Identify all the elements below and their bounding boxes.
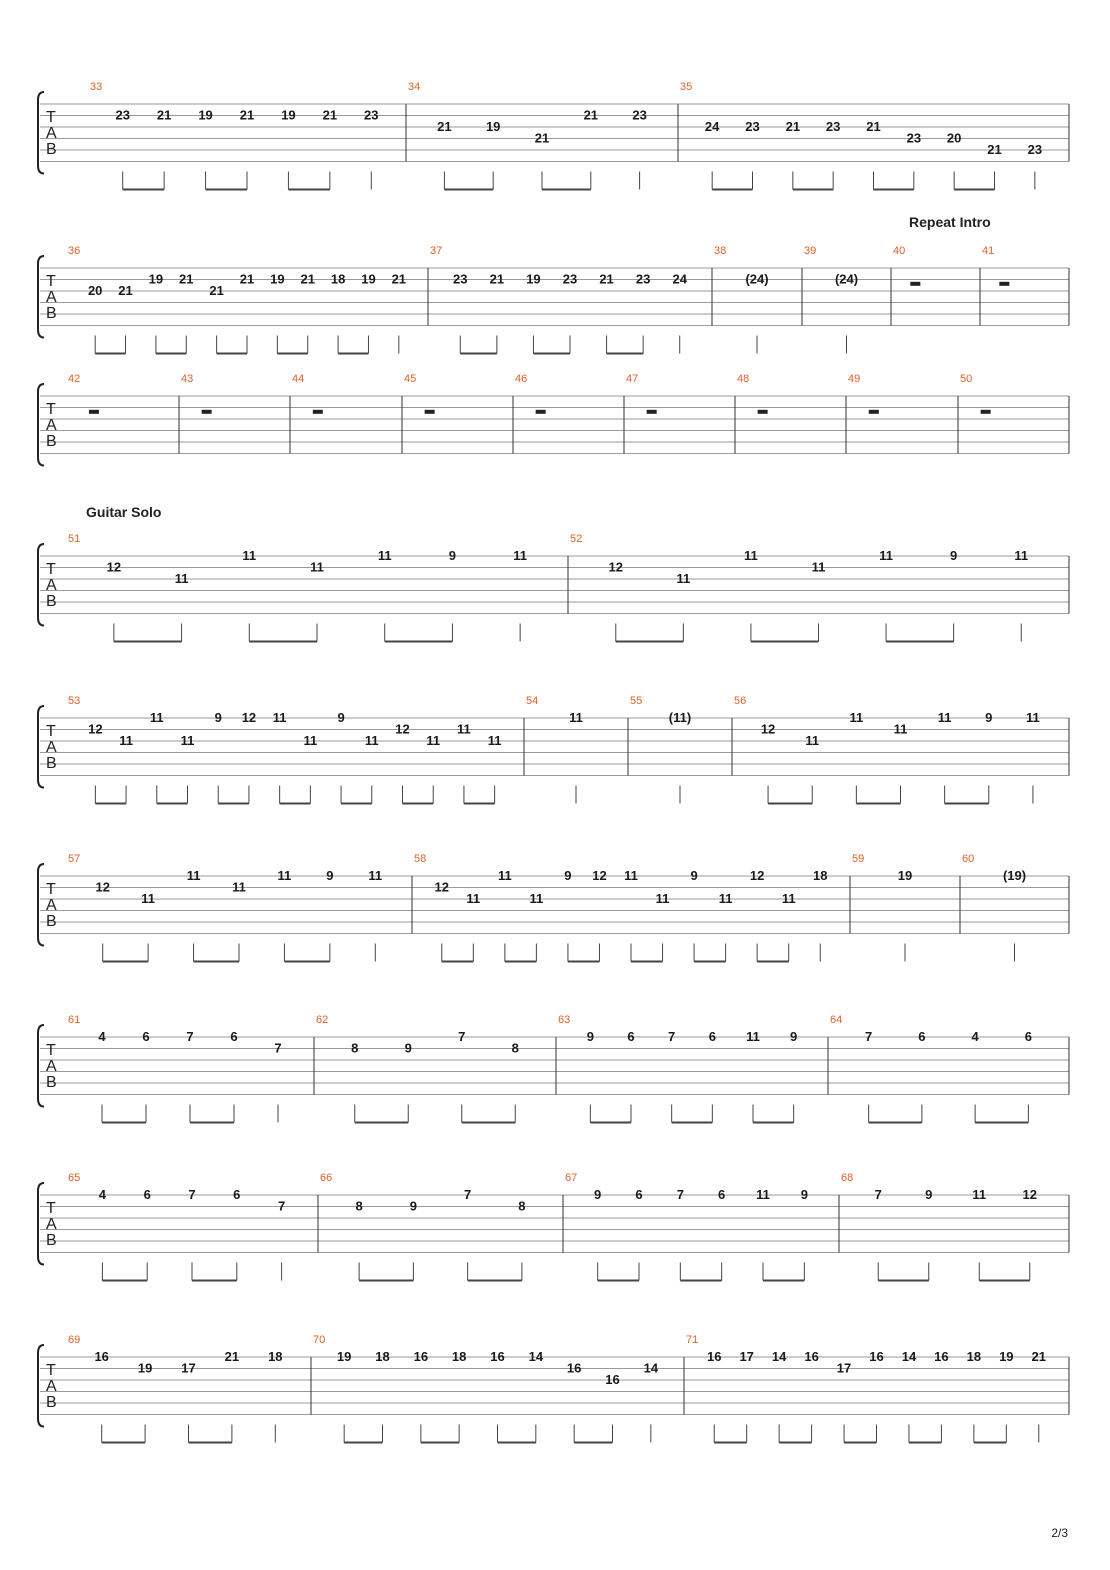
tab-letter: A	[46, 1378, 57, 1395]
measure	[68, 533, 568, 642]
measure	[313, 1334, 684, 1443]
whole-rest	[758, 410, 768, 414]
measure-number: 70	[313, 1334, 326, 1346]
fret-number: 7	[464, 1187, 472, 1202]
fret-number: 9	[690, 868, 698, 883]
fret-number: 12	[88, 721, 103, 737]
fret-number: 21	[534, 130, 550, 146]
fret-number: 16	[605, 1372, 620, 1387]
fret-number: 11	[893, 721, 908, 737]
fret-number: 11	[1014, 548, 1029, 563]
measure-number: 46	[515, 373, 528, 385]
measure-number: 63	[558, 1014, 571, 1026]
fret-number: 18	[375, 1349, 390, 1364]
tab-letter: B	[46, 141, 57, 158]
fret-number: 11	[186, 868, 201, 883]
tab-letter: A	[46, 289, 57, 306]
fret-number: 12	[749, 868, 765, 883]
fret-number: 20	[946, 130, 962, 146]
fret-number: 16	[94, 1349, 109, 1364]
fret-number: 11	[879, 548, 893, 563]
fret-number: 19	[999, 1349, 1014, 1364]
fret-number: 21	[866, 119, 881, 134]
tab-letter: B	[46, 913, 57, 930]
fret-number: 23	[364, 107, 379, 123]
fret-number: 21	[239, 107, 255, 123]
fret-number: 21	[785, 119, 801, 134]
fret-number: 19	[137, 1360, 153, 1376]
fret-number: 23	[635, 271, 651, 287]
fret-number: 16	[869, 1349, 884, 1364]
fret-number: 21	[118, 283, 133, 298]
measure	[90, 81, 406, 190]
fret-number: 12	[608, 559, 624, 575]
measure	[181, 373, 290, 454]
tab-letter: T	[46, 401, 56, 418]
fret-number: 4	[98, 1187, 107, 1202]
fret-number: 23	[745, 119, 760, 134]
fret-number: 8	[511, 1040, 519, 1056]
measure	[68, 373, 179, 454]
fret-number: 12	[395, 721, 410, 737]
measure	[558, 1014, 828, 1123]
measure-number: 59	[852, 853, 865, 865]
fret-number: 24	[704, 119, 720, 134]
fret-number: 4	[98, 1029, 106, 1044]
tab-letter: T	[46, 881, 56, 898]
fret-number: 17	[739, 1349, 754, 1364]
fret-number: 11	[368, 868, 383, 883]
fret-number: 11	[303, 733, 318, 748]
tab-letter: T	[46, 723, 56, 740]
fret-number: 21	[489, 271, 505, 287]
fret-number: 23	[1027, 142, 1043, 157]
measure	[526, 695, 628, 804]
fret-number: 16	[413, 1349, 429, 1364]
fret-number: 12	[592, 868, 607, 883]
fret-number: 9	[790, 1029, 798, 1044]
fret-number: 11	[529, 891, 544, 906]
tab-letter: T	[46, 273, 56, 290]
tab-letter: B	[46, 433, 57, 450]
tab-letter: T	[46, 1042, 56, 1059]
section-label-guitar-solo: Guitar Solo	[86, 504, 162, 520]
fret-number: 16	[490, 1349, 505, 1364]
fret-number: 6	[627, 1029, 635, 1044]
fret-number: 9	[950, 548, 958, 563]
tab-letter: B	[46, 305, 57, 322]
fret-number: 6	[918, 1029, 926, 1044]
tab-letter: A	[46, 417, 57, 434]
fret-number: (24)	[745, 271, 769, 287]
measure	[68, 1334, 311, 1443]
tab-system	[38, 373, 1069, 466]
fret-number: 23	[562, 271, 578, 287]
fret-number: 16	[566, 1360, 582, 1376]
fret-number: 21	[179, 271, 194, 287]
measure-number: 66	[320, 1172, 333, 1184]
fret-number: 7	[277, 1198, 286, 1214]
measure-number: 58	[414, 853, 427, 865]
fret-number: 11	[569, 710, 583, 725]
section-label-repeat-intro: Repeat Intro	[909, 214, 991, 230]
whole-rest	[981, 410, 991, 414]
measure	[734, 695, 1069, 804]
fret-number: 8	[355, 1198, 363, 1214]
fret-number: 21	[583, 107, 599, 123]
fret-number: 7	[865, 1029, 873, 1044]
measure-number: 53	[68, 695, 81, 707]
measure-number: 45	[404, 373, 417, 385]
fret-number: 9	[925, 1187, 933, 1202]
fret-number: 7	[676, 1187, 684, 1202]
fret-number: 16	[804, 1349, 819, 1364]
whole-rest	[202, 410, 212, 414]
fret-number: 7	[186, 1029, 194, 1044]
measure-number: 61	[68, 1014, 81, 1026]
measure-number: 51	[68, 533, 81, 545]
fret-number: 24	[672, 271, 687, 287]
measure	[316, 1014, 556, 1123]
fret-number: 21	[224, 1349, 240, 1364]
measure-number: 49	[848, 373, 861, 385]
tab-system	[38, 695, 1069, 804]
whole-rest	[910, 282, 920, 286]
whole-rest	[425, 410, 435, 414]
fret-number: 19	[148, 271, 164, 287]
fret-number: 6	[230, 1029, 238, 1044]
fret-number: 11	[141, 891, 156, 906]
fret-number: 11	[718, 891, 733, 906]
fret-number: 18	[268, 1349, 283, 1364]
fret-number: 12	[241, 710, 257, 725]
whole-rest	[999, 282, 1009, 286]
fret-number: 11	[242, 548, 257, 563]
tab-letter: A	[46, 1216, 57, 1233]
fret-number: 11	[426, 733, 441, 748]
measure-number: 37	[430, 245, 443, 257]
measure-number: 62	[316, 1014, 329, 1026]
fret-number: 11	[466, 891, 481, 906]
measure	[804, 245, 891, 354]
fret-number: 9	[594, 1187, 602, 1202]
tab-system	[38, 1014, 1069, 1123]
fret-number: 21	[239, 271, 255, 287]
fret-number: 6	[708, 1029, 716, 1044]
fret-number: 18	[812, 868, 828, 883]
fret-number: 14	[771, 1349, 787, 1364]
measure	[414, 853, 850, 962]
measure-number: 40	[893, 245, 906, 257]
measure	[830, 1014, 1069, 1123]
fret-number: 11	[805, 733, 820, 748]
measure	[852, 853, 960, 962]
fret-number: 23	[906, 130, 922, 146]
fret-number: 11	[756, 1187, 770, 1202]
fret-number: 9	[800, 1187, 808, 1202]
fret-number: 14	[643, 1360, 659, 1376]
measure-number: 41	[982, 245, 995, 257]
tab-letter: T	[46, 1362, 56, 1379]
measure	[841, 1172, 1069, 1281]
fret-number: 11	[937, 710, 952, 725]
measure	[408, 81, 678, 190]
tab-letter: A	[46, 577, 57, 594]
fret-number: 17	[836, 1360, 852, 1376]
fret-number: 7	[458, 1029, 466, 1044]
fret-number: 12	[434, 879, 450, 895]
fret-number: 9	[337, 710, 345, 725]
fret-number: 11	[457, 721, 471, 737]
fret-number: (19)	[1002, 868, 1027, 883]
fret-number: 21	[156, 107, 172, 123]
fret-number: 11	[811, 559, 826, 575]
fret-number: 9	[214, 710, 222, 725]
tab-system	[38, 853, 1069, 962]
measure-number: 43	[181, 373, 194, 385]
fret-number: 18	[330, 271, 346, 287]
measure-number: 55	[630, 695, 643, 707]
fret-number: 11	[174, 571, 189, 586]
measure	[680, 81, 1069, 190]
fret-number: 4	[971, 1029, 979, 1044]
fret-number: 11	[272, 710, 287, 725]
fret-number: 9	[326, 868, 334, 883]
fret-number: 9	[564, 868, 572, 883]
fret-number: 14	[528, 1349, 544, 1364]
fret-number: 23	[632, 107, 647, 123]
fret-number: 11	[746, 1029, 760, 1044]
fret-number: 11	[310, 559, 324, 575]
fret-number: 21	[322, 107, 338, 123]
tab-letter: B	[46, 755, 57, 772]
tab-letter: B	[46, 1232, 57, 1249]
measure	[68, 695, 524, 804]
tab-letter: B	[46, 1394, 57, 1411]
fret-number: 11	[377, 548, 392, 563]
measure-number: 34	[408, 81, 421, 93]
measure-number: 38	[714, 245, 727, 257]
fret-number: 11	[180, 733, 195, 748]
fret-number: 21	[1031, 1349, 1047, 1364]
fret-number: 6	[142, 1029, 150, 1044]
measure	[714, 245, 802, 354]
fret-number: 12	[1022, 1187, 1037, 1202]
whole-rest	[536, 410, 546, 414]
fret-number: 19	[198, 107, 213, 123]
measure-number: 48	[737, 373, 750, 385]
measure-number: 65	[68, 1172, 81, 1184]
measure	[320, 1172, 563, 1281]
tab-letter: B	[46, 1074, 57, 1091]
fret-number: 6	[143, 1187, 151, 1202]
measure-number: 52	[570, 533, 583, 545]
fret-number: 11	[624, 868, 638, 883]
tab-system	[38, 1334, 1069, 1443]
fret-number: 23	[453, 271, 468, 287]
fret-number: 21	[599, 271, 614, 287]
measure-number: 33	[90, 81, 103, 93]
fret-number: 7	[274, 1040, 282, 1056]
fret-number: 11	[364, 733, 379, 748]
fret-number: 11	[119, 733, 133, 748]
tab-letter: B	[46, 593, 57, 610]
fret-number: 21	[391, 271, 407, 287]
measure-number: 54	[526, 695, 539, 707]
measure	[68, 245, 428, 354]
tab-system	[38, 81, 1069, 190]
fret-number: 12	[95, 879, 110, 895]
fret-number: 9	[448, 548, 457, 563]
fret-number: 16	[934, 1349, 949, 1364]
fret-number: 21	[300, 271, 315, 287]
fret-number: 11	[277, 868, 292, 883]
measure-number: 60	[962, 853, 975, 865]
measure-number: 50	[960, 373, 973, 385]
tab-letter: A	[46, 739, 57, 756]
fret-number: 11	[849, 710, 864, 725]
tab-system	[38, 245, 1069, 354]
fret-number: 6	[635, 1187, 643, 1202]
fret-number: 17	[181, 1360, 196, 1376]
measure-number: 47	[626, 373, 639, 385]
measure-number: 44	[292, 373, 305, 385]
measure-number: 67	[565, 1172, 578, 1184]
fret-number: (11)	[668, 710, 692, 725]
fret-number: 18	[966, 1349, 982, 1364]
fret-number: 11	[972, 1187, 987, 1202]
measure	[626, 373, 735, 454]
fret-number: 21	[987, 142, 1002, 157]
measure	[68, 1172, 318, 1281]
fret-number: 14	[901, 1349, 917, 1364]
measure-number: 64	[830, 1014, 843, 1026]
fret-number: 11	[781, 891, 796, 906]
page-number: 2/3	[1051, 1526, 1068, 1540]
fret-number: 18	[451, 1349, 467, 1364]
measure	[292, 373, 402, 454]
measure-number: 71	[686, 1334, 699, 1346]
fret-number: 20	[87, 283, 103, 298]
measure-number: 57	[68, 853, 81, 865]
fret-number: 8	[351, 1040, 359, 1056]
fret-number: 11	[149, 710, 164, 725]
tab-system	[38, 533, 1069, 642]
measure-number: 56	[734, 695, 747, 707]
measure	[848, 373, 958, 454]
measure	[982, 245, 1069, 326]
tab-letter: T	[46, 561, 56, 578]
fret-number: 23	[825, 119, 841, 134]
tab-letter: A	[46, 125, 57, 142]
fret-number: 21	[209, 283, 224, 298]
fret-number: 16	[706, 1349, 722, 1364]
whole-rest	[647, 410, 657, 414]
fret-number: 7	[668, 1029, 676, 1044]
tab-system	[38, 1172, 1069, 1281]
fret-number: 21	[437, 119, 452, 134]
fret-number: 11	[232, 879, 246, 895]
measure	[68, 853, 412, 962]
fret-number: 19	[281, 107, 296, 123]
fret-number: 11	[744, 548, 758, 563]
measure-number: 39	[804, 245, 817, 257]
fret-number: 9	[985, 710, 993, 725]
fret-number: 19	[526, 271, 541, 287]
measure-number: 68	[841, 1172, 854, 1184]
measure	[630, 695, 732, 804]
tab-letter: A	[46, 1058, 57, 1075]
whole-rest	[869, 410, 879, 414]
fret-number: (24)	[834, 271, 859, 287]
measure	[960, 373, 1069, 454]
measure-number: 35	[680, 81, 693, 93]
fret-number: 19	[897, 868, 913, 883]
measure	[570, 533, 1069, 642]
whole-rest	[313, 410, 323, 414]
fret-number: 6	[233, 1187, 241, 1202]
fret-number: 11	[497, 868, 512, 883]
fret-number: 9	[586, 1029, 594, 1044]
fret-number: 19	[485, 119, 501, 134]
measure	[962, 853, 1069, 962]
measure	[515, 373, 624, 454]
measure-number: 69	[68, 1334, 81, 1346]
measure	[893, 245, 980, 326]
tab-letter: T	[46, 109, 56, 126]
fret-number: 19	[361, 271, 376, 287]
measure	[404, 373, 513, 454]
tab-letter: A	[46, 897, 57, 914]
whole-rest	[89, 410, 99, 414]
fret-number: 12	[106, 559, 122, 575]
fret-number: 7	[188, 1187, 196, 1202]
fret-number: 9	[404, 1040, 412, 1056]
fret-number: 19	[336, 1349, 352, 1364]
tab-letter: T	[46, 1200, 56, 1217]
fret-number: 12	[760, 721, 776, 737]
fret-number: 6	[718, 1187, 726, 1202]
measure	[430, 245, 712, 354]
measure	[737, 373, 846, 454]
fret-number: 7	[874, 1187, 882, 1202]
fret-number: 23	[115, 107, 130, 123]
measure	[68, 1014, 314, 1123]
fret-number: 8	[518, 1198, 526, 1214]
fret-number: 19	[270, 271, 285, 287]
fret-number: 11	[655, 891, 670, 906]
fret-number: 6	[1024, 1029, 1032, 1044]
measure-number: 42	[68, 373, 81, 385]
fret-number: 9	[409, 1198, 417, 1214]
fret-number: 11	[513, 548, 528, 563]
fret-number: 11	[676, 571, 691, 586]
measure-number: 36	[68, 245, 81, 257]
measure	[565, 1172, 839, 1281]
measure	[686, 1334, 1069, 1443]
fret-number: 11	[487, 733, 502, 748]
fret-number: 11	[1026, 710, 1040, 725]
